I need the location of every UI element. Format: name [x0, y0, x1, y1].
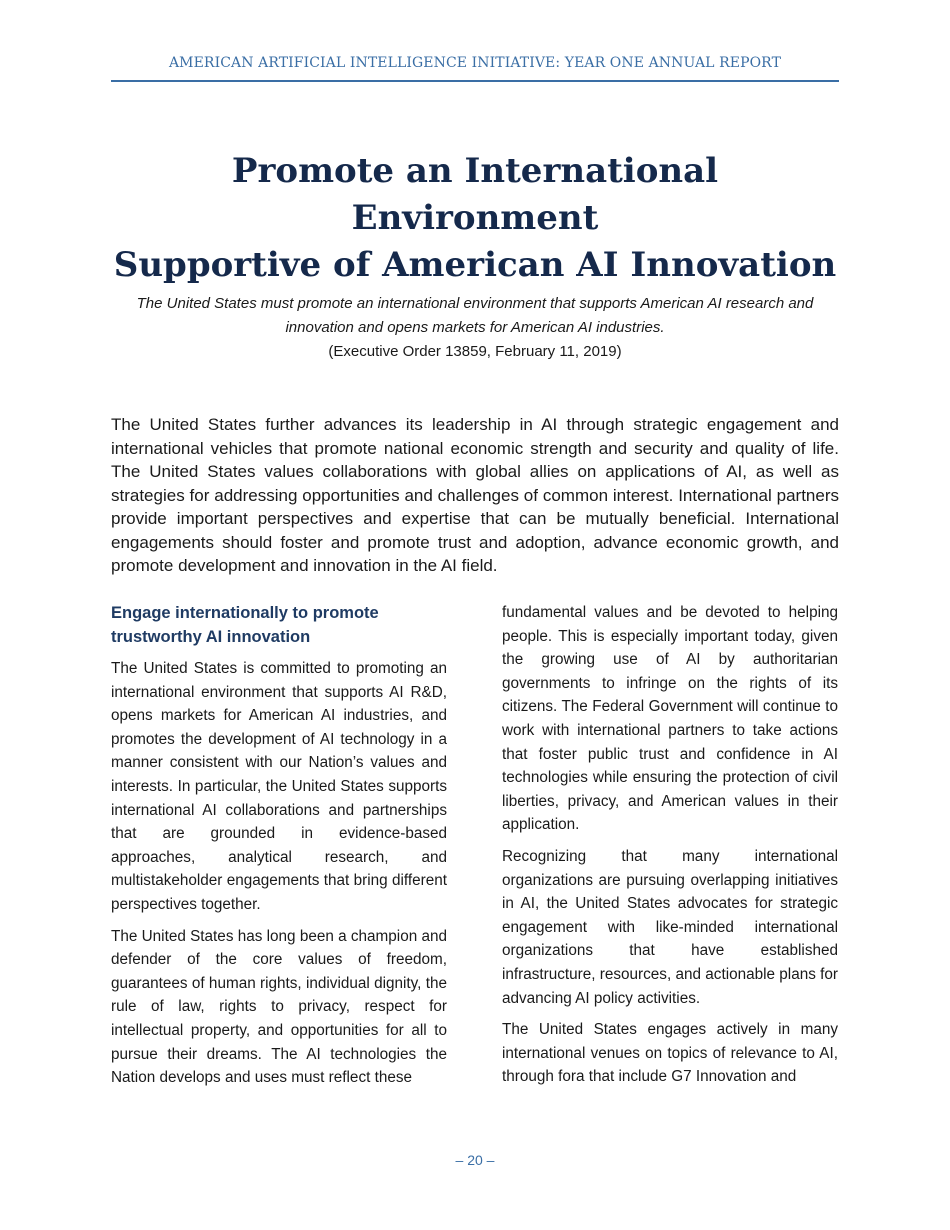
- right-column: [502, 601, 838, 1097]
- epigraph-quote: [111, 292, 839, 364]
- page-number: – 20 –: [455, 1152, 495, 1168]
- title-line-2: Supportive of American AI Innovation: [113, 245, 837, 285]
- body-paragraph: The United States has long been a champion and defender of the core values of freedom, guarantees of human rights, individual dignity, the rule of law, rights to privacy, respect for intellectual property, and opportunities for all to pursue their dreams. The AI technologies the Nation develops and uses must reflect these: [111, 927, 447, 1087]
- left-column: [111, 602, 447, 1098]
- body-paragraph: The United States engages actively in many international venues on topics of relevance to AI, through fora that include G7 Innovation and: [502, 1021, 838, 1086]
- intro-paragraph: The United States further advances its leadership in AI through strategic engagement and international vehicles that promote national economic strength and security and quality of life. The United States values collaborations with global allies on applications of AI, as well as strategies for addressing opportunities and challenges of common interest. International partners provide important perspectives and expertise that can be mutually beneficial. International engagements should foster and promote trust and adoption, advance economic growth, and promote development and innovation in the AI field.: [111, 415, 839, 575]
- body-paragraph: Recognizing that many international organizations are pursuing overlapping initiatives in AI, the United States advocates for strategic engagement with like-minded international organizations that have established infrastructure, resources, and actionable plans for advancing AI policy activities.: [502, 847, 838, 1007]
- title-line-1: Promote an International Environment: [231, 151, 719, 238]
- quote-text: The United States must promote an international environment that supports American AI research and innovation and opens markets for American AI industries.: [136, 295, 814, 336]
- section-heading: Engage internationally to promote trustworthy AI innovation: [111, 604, 379, 646]
- body-paragraph: fundamental values and be devoted to helping people. This is especially important today, given the growing use of AI by authoritarian governments to infringe on the rights of its citizens. The Federal Government will continue to work with international partners to take actions that foster public trust and confidence in AI technologies while ensuring the protection of civil liberties, privacy, and American values in their application.: [502, 604, 838, 834]
- quote-citation: (Executive Order 13859, February 11, 2019): [328, 343, 622, 360]
- running-header: AMERICAN ARTIFICIAL INTELLIGENCE INITIATIVE: YEAR ONE ANNUAL REPORT: [168, 55, 782, 71]
- page-title: [111, 148, 839, 289]
- header-rule: [111, 80, 839, 82]
- body-paragraph: The United States is committed to promoting an international environment that supports AI R&D, opens markets for American AI industries, and promotes the development of AI technology in a manner consistent with our Nation’s values and interests. In particular, the United States supports international AI collaborations and partnerships that are grounded in evidence-based approaches, analytical research, and multistakeholder engagements that bring different perspectives together.: [111, 660, 447, 913]
